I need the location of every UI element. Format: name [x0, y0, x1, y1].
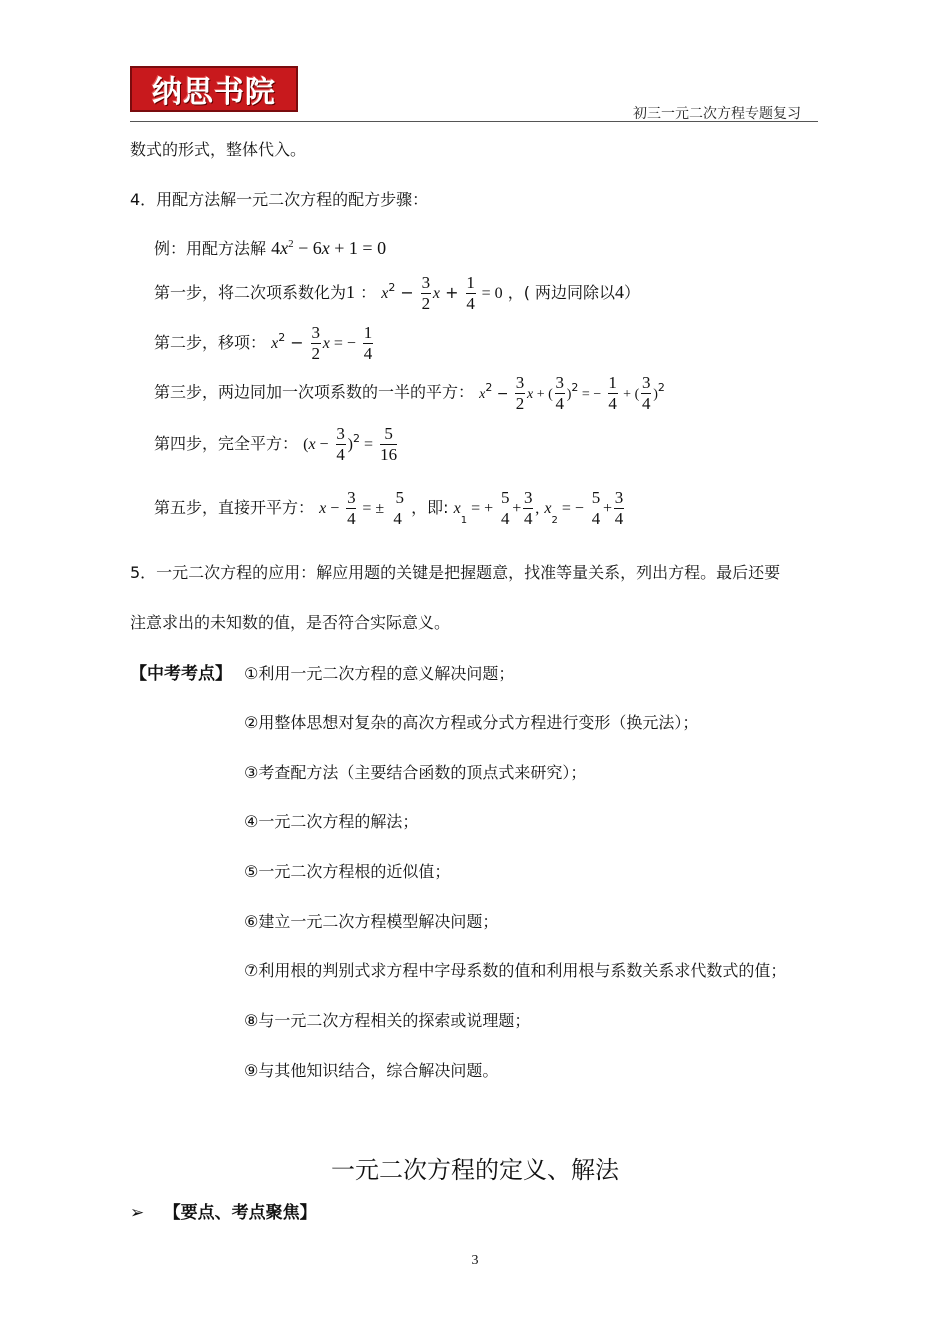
- logo: [130, 66, 298, 112]
- step-2-label: 第二步，移项：: [154, 333, 267, 352]
- item-5-line-2: 注意求出的未知数的值，是否符合实际意义。: [130, 613, 451, 632]
- example-equation: $4x^2 - 6x + 1 = 0$: [271, 238, 387, 258]
- kaodian-item-3: ③考查配方法（主要结合函数的顶点式来研究）；: [244, 763, 587, 782]
- step-3-equation: $x^2$ − $\frac{3}{2}$ x + ( $\frac{3}{4}$ )$^2$ = − $\frac{1}{4}$ + ( $\frac{3}{4}$ )$^2$: [479, 373, 665, 413]
- logo-text: 纳思书院: [152, 75, 276, 110]
- kaodian-item-6: ⑥建立一元二次方程模型解决问题；: [244, 912, 499, 931]
- step-1-label: 第一步，将二次项系数化为: [154, 283, 347, 302]
- header-divider: [130, 121, 818, 122]
- step-5-roots: $x_1$ = + $\frac{5}{4}$ + $\frac{3}{4}$ , $x_2$ = − $\frac{5}{4}$ + $\frac{3}{4}$: [453, 488, 624, 528]
- kaodian-item-1: ①利用一元二次方程的意义解决问题；: [244, 664, 515, 683]
- step-4-label: 第四步，完全平方：: [154, 434, 299, 453]
- step-4: [154, 424, 399, 465]
- example-label: 例：用配方法解: [154, 239, 267, 258]
- continuation-line: 数式的形式，整体代入。: [130, 140, 307, 159]
- step-5-equation: x − $\frac{3}{4}$ = ± $\frac{5}{4}$: [319, 488, 404, 528]
- example-line: [154, 236, 386, 259]
- section-subheading: 【要点、考点聚焦】: [163, 1203, 317, 1223]
- step-1-equation: $x^2$ − $\frac{3}{2}$ x + $\frac{1}{4}$ = 0: [381, 273, 503, 313]
- step-1-note: ，( 两边同除以: [507, 283, 616, 302]
- step-1-close: ）: [624, 283, 641, 302]
- page-number: 3: [471, 1253, 479, 1268]
- item-4-heading: 4．用配方法解一元二次方程的配方步骤：: [130, 190, 429, 209]
- step-1-four: 4: [615, 282, 625, 302]
- kaodian-item-9: ⑨与其他知识结合，综合解决问题。: [244, 1061, 499, 1080]
- step-5-label: 第五步，直接开平方：: [154, 498, 315, 517]
- arrow-bullet-icon: ➢: [130, 1203, 145, 1223]
- step-2-equation: $x^2$ − $\frac{3}{2}$ x = − $\frac{1}{4}$: [271, 323, 373, 363]
- step-1-one: 1: [346, 282, 356, 302]
- step-1: 第一步，将二次项系数化为1 ： $x^2$ − $\frac{3}{2}$ x + $\frac{1}{4}$ = 0 ，( 两边同除以4）: [154, 273, 641, 313]
- section-title: 一元二次方程的定义、解法: [331, 1156, 619, 1184]
- kaodian-item-5: ⑤一元二次方程根的近似值；: [244, 862, 451, 881]
- section-bullet-line: [130, 1198, 317, 1223]
- item-5-line-1: 5．一元二次方程的应用：解应用题的关键是把握题意，找准等量关系，列出方程。最后还要: [130, 563, 781, 582]
- step-3-label: 第三步，两边同加一次项系数的一半的平方：: [154, 382, 475, 402]
- kaodian-item-4: ④一元二次方程的解法；: [244, 812, 419, 831]
- header-subtitle: 初三一元二次方程专题复习: [633, 106, 801, 122]
- step-3: [154, 373, 665, 414]
- step-2: [154, 323, 375, 364]
- step-4-equation: (x − $\frac{3}{4}$ )$^2$ = $\frac{5}{16}$: [303, 424, 398, 464]
- kaodian-item-8: ⑧与一元二次方程相关的探索或说理题；: [244, 1011, 531, 1030]
- kaodian-item-2: ②用整体思想对复杂的高次方程或分式方程进行变形（换元法）；: [244, 713, 699, 732]
- step-5-ji: ，即:: [411, 498, 449, 517]
- kaodian-item-7: ⑦利用根的判别式求方程中字母系数的值和利用根与系数关系求代数式的值；: [244, 961, 787, 980]
- kaodian-label: 【中考考点】: [130, 664, 232, 684]
- step-5: [154, 488, 626, 529]
